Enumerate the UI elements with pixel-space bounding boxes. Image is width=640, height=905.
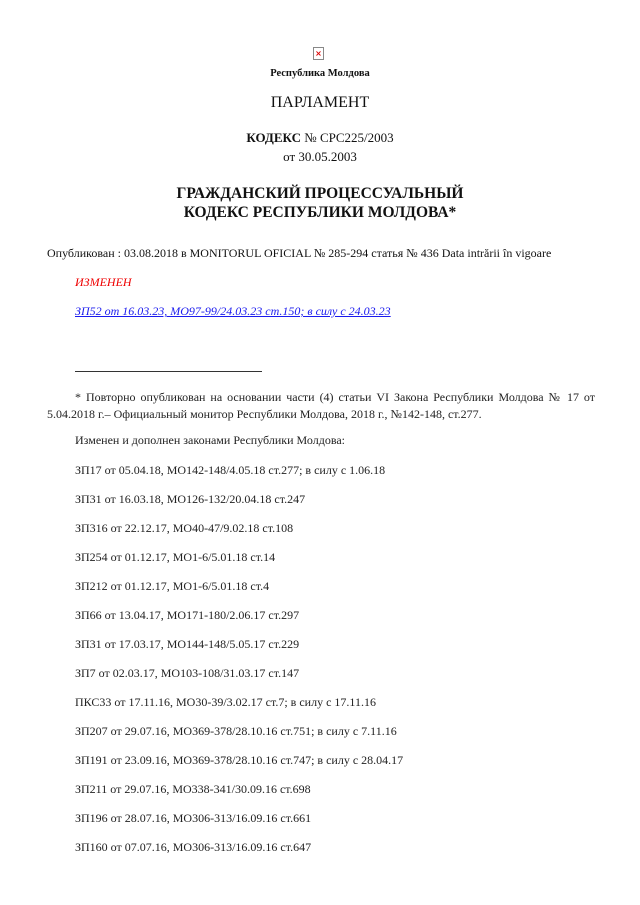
code-number [0, 130, 640, 146]
amendment-item: ЗП196 от 28.07.16, МО306-313/16.09.16 ст.661 [75, 811, 312, 825]
amendment-item: ЗП31 от 17.03.17, МО144-148/5.05.17 ст.229 [75, 637, 300, 651]
code-label: КОДЕКС [246, 130, 302, 145]
amendment-item: ЗП254 от 01.12.17, МО1-6/5.01.18 ст.14 [75, 550, 276, 564]
amendment-item: ЗП160 от 07.07.16, МО306-313/16.09.16 ст.647 [75, 840, 312, 854]
amendment-item: ЗП31 от 16.03.18, МО126-132/20.04.18 ст.247 [75, 492, 306, 506]
amendment-item: ЗП316 от 22.12.17, МО40-47/9.02.18 ст.108 [75, 521, 294, 535]
country-name: Республика Молдова [270, 68, 370, 79]
amendment-item: ЗП191 от 23.09.16, МО369-378/28.10.16 ст.747; в силу с 28.04.17 [75, 753, 404, 767]
amendment-item: ЗП211 от 29.07.16, МО338-341/30.09.16 ст.698 [75, 782, 311, 796]
document-title-line2: КОДЕКС РЕСПУБЛИКИ МОЛДОВА* [183, 204, 457, 221]
footnote-divider [75, 371, 262, 372]
broken-image-icon: × [313, 47, 324, 60]
status-label: ИЗМЕНЕН [75, 275, 132, 289]
amendment-item: ПКС33 от 17.11.16, МО30-39/3.02.17 ст.7; в силу с 17.11.16 [75, 695, 376, 709]
code-number-value: № CPC225/2003 [304, 130, 394, 145]
amendment-item: ЗП7 от 02.03.17, МО103-108/31.03.17 ст.147 [75, 666, 300, 680]
footnote: * Повторно опубликован на основании части (4) статьи VI Закона Республики Молдова № 17 от 5.04.2018 г.– Официальный монитор Республики Молдова, 2018 г., №142-148, ст.277. [47, 390, 595, 421]
issuing-body: ПАРЛАМЕНТ [270, 94, 370, 111]
amendments-intro: Изменен и дополнен законами Республики Молдова: [75, 433, 345, 447]
amendment-item: ЗП66 от 13.04.17, МО171-180/2.06.17 ст.297 [75, 608, 300, 622]
code-date: от 30.05.2003 [283, 149, 357, 164]
document-title-line1: ГРАЖДАНСКИЙ ПРОЦЕССУАЛЬНЫЙ [176, 185, 464, 202]
publication-info: Опубликован : 03.08.2018 в MONITORUL OFICIAL № 285-294 статья № 436 Data intrării în vigoare [47, 246, 552, 260]
amendments-list [75, 462, 403, 868]
amendment-item: ЗП207 от 29.07.16, МО369-378/28.10.16 ст.751; в силу с 7.11.16 [75, 724, 397, 738]
latest-amendment-link[interactable]: ЗП52 от 16.03.23, MO97-99/24.03.23 ст.150; в силу с 24.03.23 [75, 304, 391, 318]
amendment-item: ЗП212 от 01.12.17, МО1-6/5.01.18 ст.4 [75, 579, 270, 593]
amendment-item: ЗП17 от 05.04.18, МО142-148/4.05.18 ст.277; в силу с 1.06.18 [75, 463, 386, 477]
